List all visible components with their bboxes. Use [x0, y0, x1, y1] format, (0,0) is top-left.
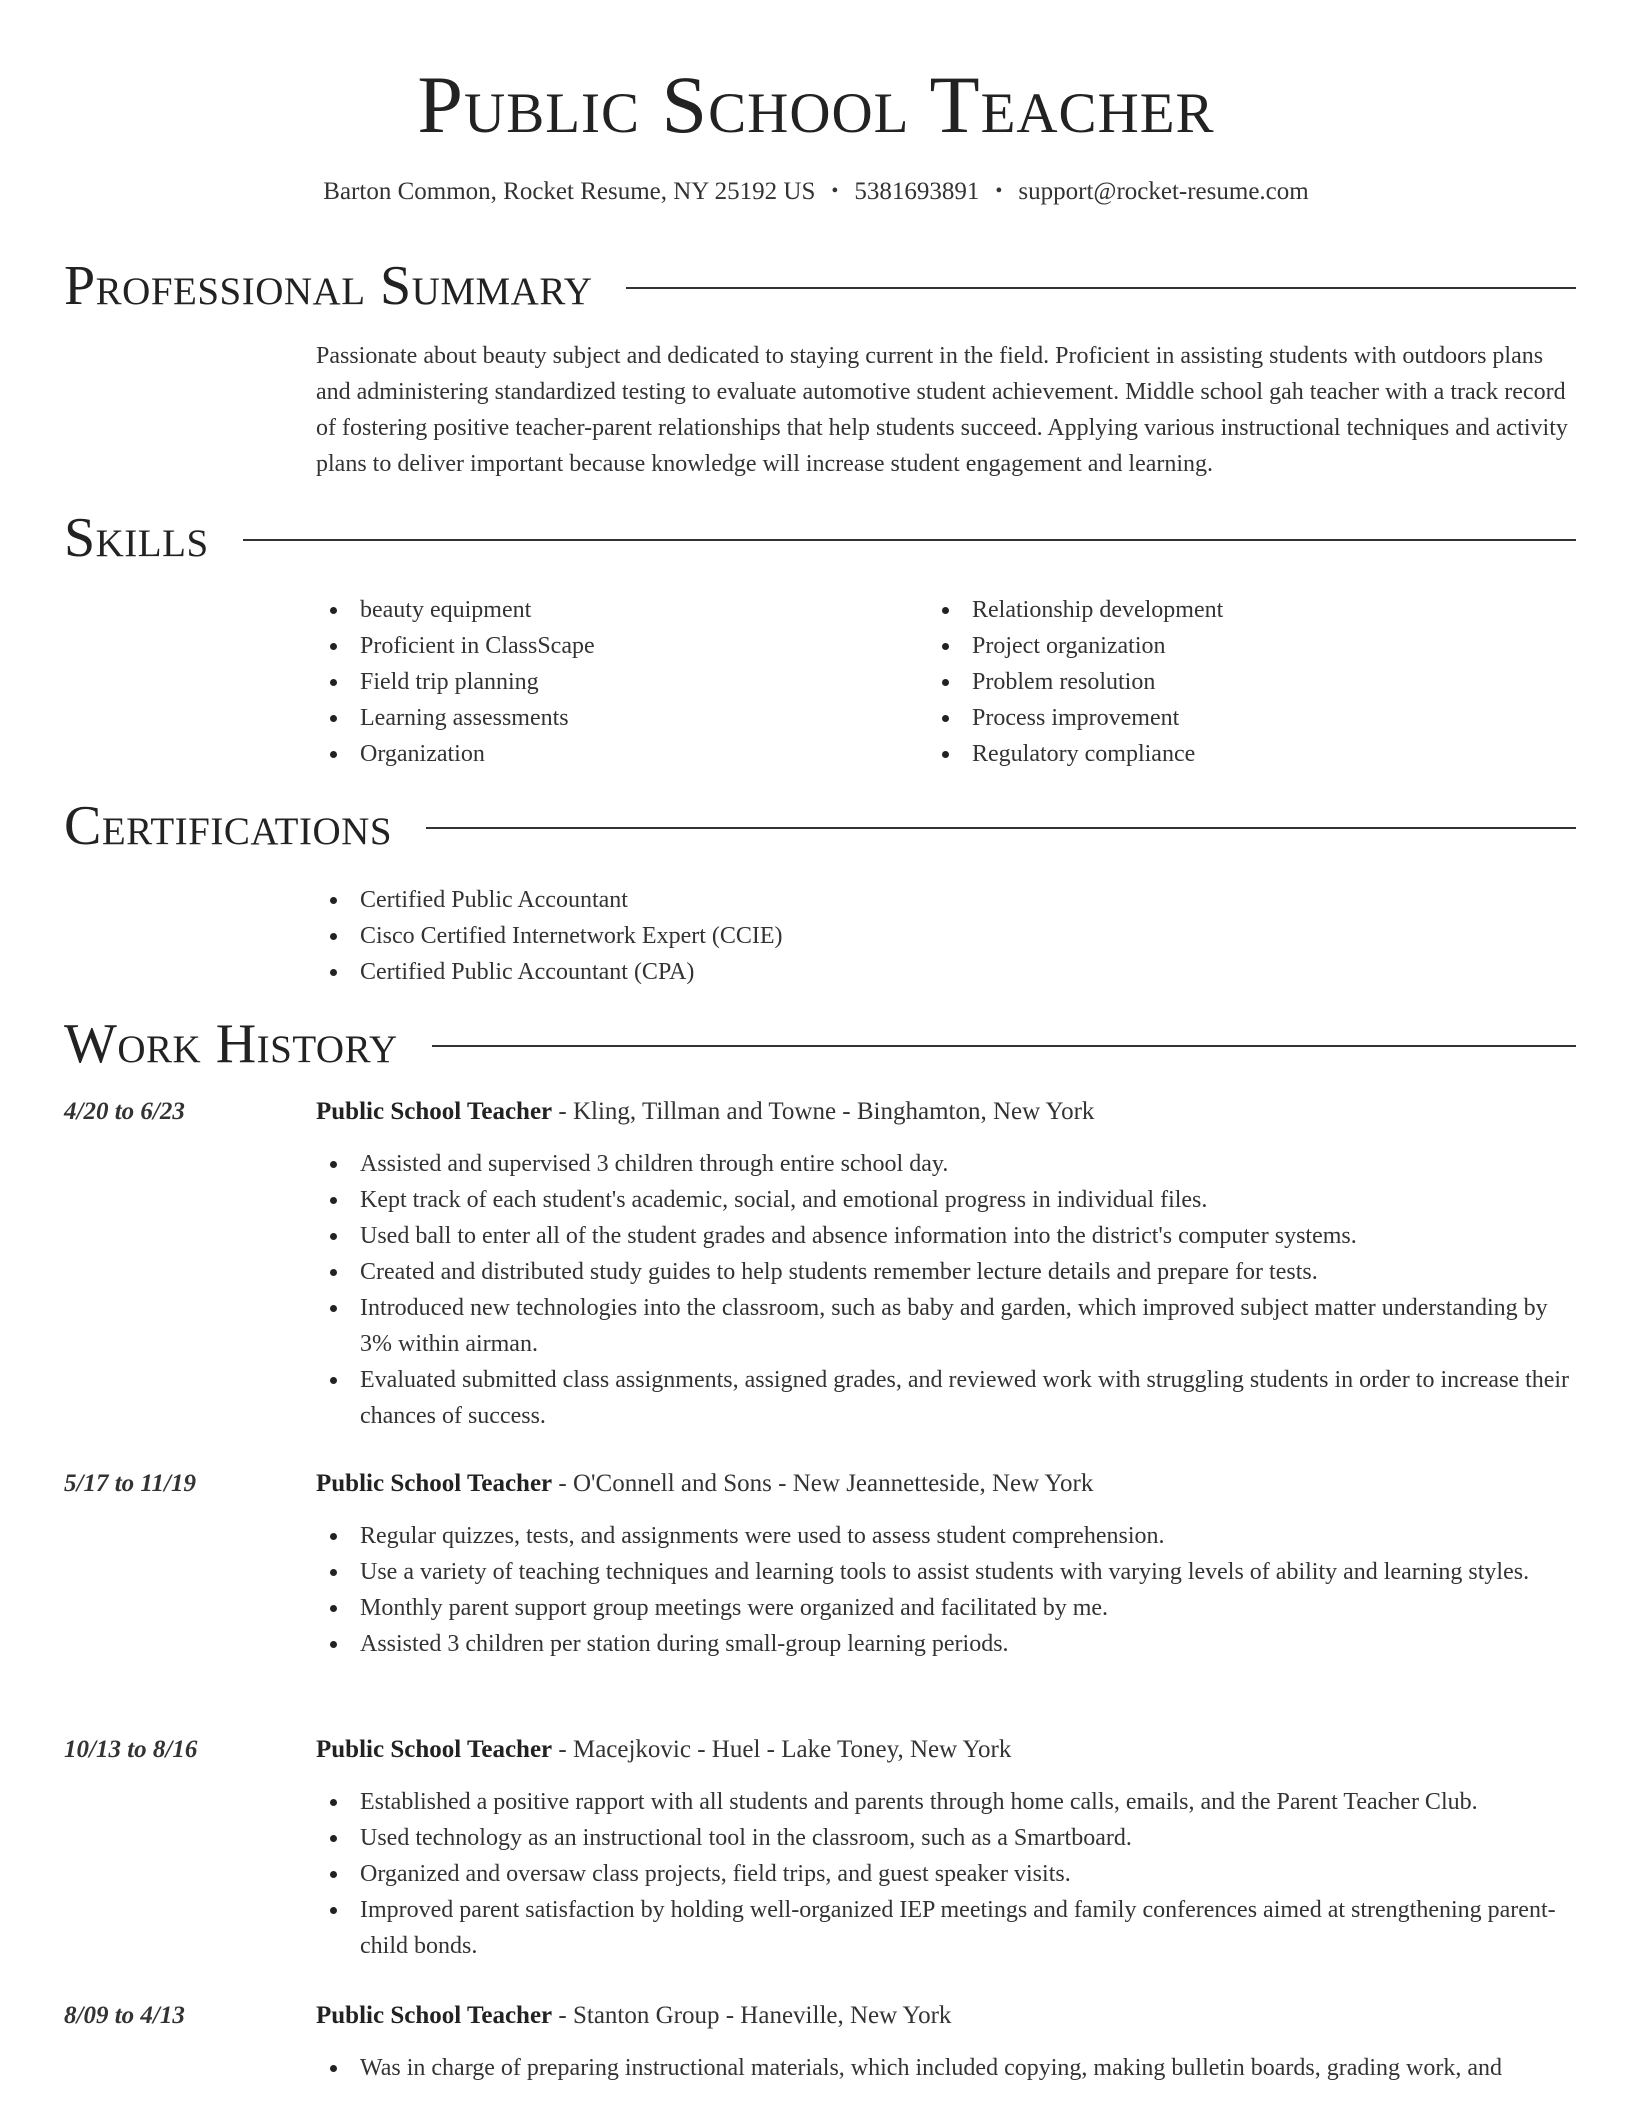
skill-item: Proficient in ClassScape [316, 628, 876, 664]
skill-item: Problem resolution [928, 664, 1488, 700]
job-bullet: Assisted and supervised 3 children through entire school day. [316, 1146, 1576, 1182]
contact-line [0, 174, 1632, 209]
job-bullet: Evaluated submitted class assignments, assigned grades, and reviewed work with struggling students in order to increase their chances of success. [316, 1362, 1576, 1434]
skills-column-left [316, 592, 876, 772]
skills-section-title: Skills [64, 507, 209, 569]
skill-item: Relationship development [928, 592, 1488, 628]
job-title-line [316, 1998, 1576, 2034]
job-title-line [316, 1466, 1576, 1502]
contact-address: Barton Common, Rocket Resume, NY 25192 US [323, 178, 816, 205]
job-bullet: Regular quizzes, tests, and assignments were used to assess student comprehension. [316, 1518, 1576, 1554]
job-bullet-list [316, 1784, 1576, 1964]
job-bullet: Assisted 3 children per station during small-group learning periods. [316, 1626, 1576, 1662]
skills-section-header [64, 506, 1576, 570]
job-bullet: Used technology as an instructional tool in the classroom, such as a Smartboard. [316, 1820, 1576, 1856]
skill-item: Organization [316, 736, 876, 772]
job-bullet: Organized and oversaw class projects, field trips, and guest speaker visits. [316, 1856, 1576, 1892]
skill-item: Process improvement [928, 700, 1488, 736]
certifications-block [316, 882, 1576, 990]
job-dates: 4/20 to 6/23 [64, 1098, 185, 1125]
job-bullet: Monthly parent support group meetings were organized and facilitated by me. [316, 1590, 1576, 1626]
job-bullet: Use a variety of teaching techniques and learning tools to assist students with varying levels of ability and learning styles. [316, 1554, 1576, 1590]
job-bullet: Was in charge of preparing instructional materials, which included copying, making bulletin boards, grading work, and [316, 2050, 1576, 2086]
contact-separator: • [831, 180, 839, 202]
section-divider [426, 827, 1576, 829]
skill-item: Project organization [928, 628, 1488, 664]
candidate-name: Public School Teacher [417, 59, 1215, 150]
job-bullet-list [316, 2050, 1576, 2086]
skill-item: Learning assessments [316, 700, 876, 736]
skill-item: Regulatory compliance [928, 736, 1488, 772]
job-dates: 5/17 to 11/19 [64, 1470, 196, 1497]
contact-email: support@rocket-resume.com [1018, 178, 1309, 205]
job-bullet: Created and distributed study guides to help students remember lecture details and prepare for tests. [316, 1254, 1576, 1290]
summary-section-header [64, 254, 1576, 318]
section-divider [243, 539, 1576, 541]
job-bullet: Established a positive rapport with all students and parents through home calls, emails, and the Parent Teacher Club. [316, 1784, 1576, 1820]
skill-item: beauty equipment [316, 592, 876, 628]
skills-list-right [928, 592, 1488, 772]
skill-item: Field trip planning [316, 664, 876, 700]
job-employer-location: - Stanton Group - Haneville, New York [552, 2002, 952, 2029]
skills-column-right [928, 592, 1488, 772]
contact-separator: • [995, 180, 1003, 202]
job-employer-location: - Kling, Tillman and Towne - Binghamton, New York [552, 1098, 1095, 1125]
certifications-list [316, 882, 1576, 990]
job-title: Public School Teacher [316, 1098, 553, 1125]
job-bullet: Kept track of each student's academic, social, and emotional progress in individual files. [316, 1182, 1576, 1218]
work-history-section-title: Work History [64, 1013, 398, 1075]
job-bullet: Improved parent satisfaction by holding well-organized IEP meetings and family conferences aimed at strengthening parent-child bonds. [316, 1892, 1576, 1964]
section-divider [626, 287, 1576, 289]
job-title-line [316, 1094, 1576, 1130]
summary-text: Passionate about beauty subject and dedicated to staying current in the field. Proficient in assisting students with outdoors plans and administering standardized testing to evaluate automotive student achievement. Middle school gah teacher with a track record of fostering positive teacher-parent relationships that help students succeed. Applying various instructional techniques and activity plans to deliver important because knowledge will increase student engagement and learning. [316, 343, 1568, 477]
job-bullet-list [316, 1518, 1576, 1662]
certification-item: Cisco Certified Internetwork Expert (CCIE) [316, 918, 1576, 954]
job-bullet-list [316, 1146, 1576, 1434]
job-employer-location: - O'Connell and Sons - New Jeannetteside, New York [552, 1470, 1094, 1497]
job-bullet: Used ball to enter all of the student grades and absence information into the district's computer systems. [316, 1218, 1576, 1254]
job-bullet: Introduced new technologies into the classroom, such as baby and garden, which improved subject matter understanding by 3% within airman. [316, 1290, 1576, 1362]
job-title: Public School Teacher [316, 1736, 553, 1763]
summary-section-title: Professional Summary [64, 255, 593, 317]
job-title: Public School Teacher [316, 2002, 553, 2029]
skills-list-left [316, 592, 876, 772]
certifications-section-title: Certifications [64, 795, 393, 857]
job-dates: 10/13 to 8/16 [64, 1736, 198, 1763]
certification-item: Certified Public Accountant [316, 882, 1576, 918]
certification-item: Certified Public Accountant (CPA) [316, 954, 1576, 990]
job-dates: 8/09 to 4/13 [64, 2002, 185, 2029]
job-employer-location: - Macejkovic - Huel - Lake Toney, New York [552, 1736, 1012, 1763]
job-title: Public School Teacher [316, 1470, 553, 1497]
job-title-line [316, 1732, 1576, 1768]
section-divider [432, 1045, 1576, 1047]
certifications-section-header [64, 794, 1576, 858]
work-history-section-header [64, 1012, 1576, 1076]
contact-phone: 5381693891 [854, 178, 980, 205]
